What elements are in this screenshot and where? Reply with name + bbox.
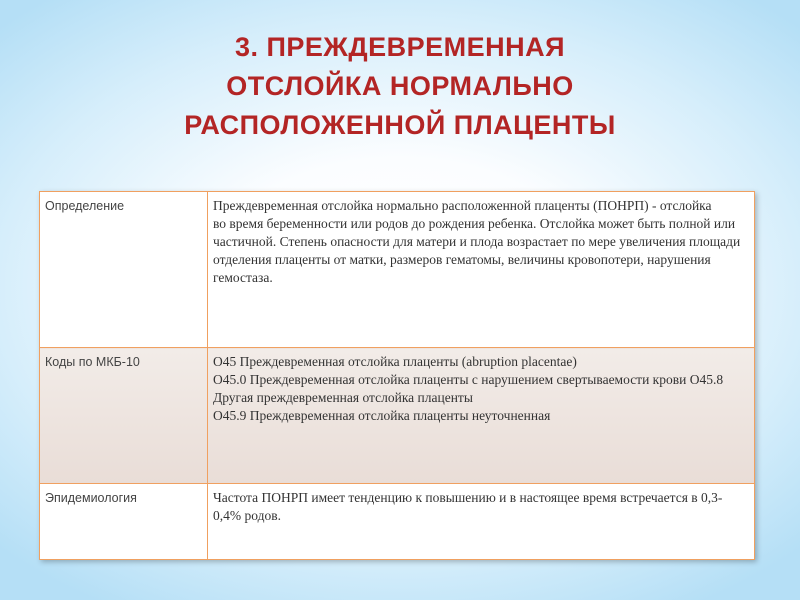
row-label: Коды по МКБ-10: [40, 348, 208, 484]
content-line: O45.9 Преждевременная отслойка плаценты неуточненная: [213, 408, 551, 423]
row-content: [208, 348, 755, 484]
table-row-epidemiology: [40, 484, 755, 560]
row-label: Эпидемиология: [40, 484, 208, 560]
slide-title: [0, 28, 800, 145]
content-line: O45 Преждевременная отслойка плаценты (abruption placentae): [213, 354, 577, 369]
table-row-icd-codes: [40, 348, 755, 484]
row-label: Определение: [40, 192, 208, 348]
info-table: [39, 191, 755, 560]
row-content: [208, 484, 755, 560]
title-line: ОТСЛОЙКА НОРМАЛЬНО: [226, 71, 574, 101]
title-line: РАСПОЛОЖЕННОЙ ПЛАЦЕНТЫ: [184, 110, 616, 140]
content-line: O45.0 Преждевременная отслойка плаценты с нарушением свертываемости крови O45.8 Другая преждевременная отслойка плаценты: [213, 372, 724, 405]
table-row-definition: [40, 192, 755, 348]
title-line: 3. ПРЕЖДЕВРЕМЕННАЯ: [234, 32, 565, 62]
content-line: Преждевременная отслойка нормально расположенной плаценты (ПОНРП) - отслойка: [213, 198, 712, 213]
content-line: Частота ПОНРП имеет тенденцию к повышению и в настоящее время встречается в 0,3-0,4% родов.: [213, 490, 723, 523]
row-content: [208, 192, 755, 348]
content-line: во время беременности или родов до рождения ребенка. Отслойка может быть полной или частичной. Степень опасности для матери и плода возрастает по мере увеличения площади отделения плаценты от матки, размеров гематомы, величины кровопотери, нарушения гемостаза.: [213, 216, 741, 285]
